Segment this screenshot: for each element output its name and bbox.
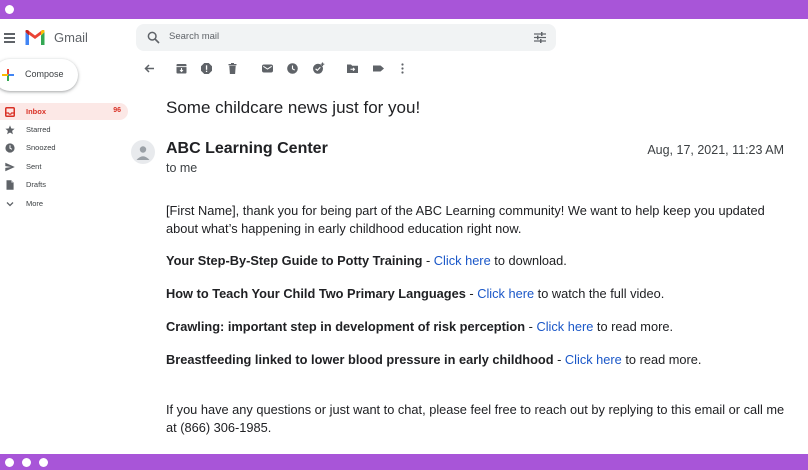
mark-unread-icon[interactable] — [261, 62, 274, 75]
window-dot — [22, 458, 31, 467]
item-suffix: to watch the full video. — [534, 286, 665, 301]
compose-label: Compose — [25, 69, 64, 79]
window-dot — [5, 5, 14, 14]
item-title: Breastfeeding linked to lower blood pressure in early childhood — [166, 352, 554, 367]
sidebar-item-starred[interactable] — [0, 121, 128, 138]
recipient-line[interactable]: to me — [166, 161, 198, 175]
sidebar-item-label: Starred — [26, 125, 51, 134]
inbox-icon — [5, 107, 15, 117]
email-closing: If you have any questions or just want to chat, please feel free to reach out by replying to this email or call me at (866) 306-1985. — [166, 402, 785, 435]
draft-icon — [5, 180, 15, 190]
item-separator: - — [465, 286, 478, 301]
click-here-link[interactable]: Click here — [564, 352, 622, 367]
item-suffix: to read more. — [621, 352, 702, 367]
person-icon — [131, 140, 155, 164]
click-here-link[interactable]: Click here — [477, 286, 535, 301]
item-separator: - — [525, 319, 537, 334]
more-vert-icon[interactable] — [396, 62, 409, 75]
plus-icon — [2, 69, 14, 81]
star-icon — [5, 125, 15, 135]
sidebar-item-label: Drafts — [26, 180, 47, 189]
sidebar-item-label: Snoozed — [26, 143, 56, 152]
sidebar-item-drafts[interactable] — [0, 176, 128, 193]
unread-count: 96 — [113, 107, 121, 114]
search-bar[interactable] — [136, 24, 556, 51]
search-input[interactable]: Search mail — [169, 31, 220, 42]
item-title: Crawling: important step in development of risk perception — [166, 319, 526, 334]
chevron-down-icon — [5, 199, 15, 209]
search-options-icon[interactable] — [534, 32, 546, 43]
report-spam-icon[interactable] — [200, 62, 213, 75]
sidebar-item-label: More — [26, 199, 44, 208]
email-item — [166, 252, 796, 270]
search-icon[interactable] — [147, 31, 160, 44]
delete-icon[interactable] — [226, 62, 239, 75]
item-separator: - — [553, 352, 565, 367]
main-menu-icon[interactable] — [4, 33, 15, 42]
sidebar-item-label: Inbox — [26, 107, 46, 116]
window-dot — [5, 458, 14, 467]
window-dot — [39, 458, 48, 467]
email-item — [166, 351, 796, 369]
back-arrow-icon[interactable] — [143, 62, 156, 75]
avatar[interactable] — [131, 140, 155, 164]
add-task-icon[interactable] — [312, 62, 325, 75]
sidebar-item-label: Sent — [26, 162, 42, 171]
sidebar-item-inbox[interactable] — [0, 103, 128, 120]
send-icon — [5, 162, 15, 172]
sidebar-item-sent[interactable] — [0, 158, 128, 175]
gmail-logo-icon[interactable] — [24, 29, 46, 46]
item-suffix: to download. — [490, 253, 567, 268]
email-subject: Some childcare news just for you! — [166, 98, 421, 117]
item-suffix: to read more. — [593, 319, 674, 334]
window-bottom-bar — [0, 454, 808, 470]
message-date: Aug, 17, 2021, 11:23 AM — [647, 143, 784, 157]
email-item — [166, 318, 796, 336]
sidebar-item-more[interactable] — [0, 195, 128, 212]
archive-icon[interactable] — [175, 62, 188, 75]
item-title: Your Step-By-Step Guide to Potty Training — [166, 253, 423, 268]
snooze-icon[interactable] — [286, 62, 299, 75]
window-top-bar — [0, 0, 808, 19]
gmail-app — [0, 19, 808, 454]
move-to-icon[interactable] — [346, 62, 359, 75]
click-here-link[interactable]: Click here — [536, 319, 594, 334]
sidebar-item-snoozed[interactable] — [0, 139, 128, 156]
compose-button[interactable] — [0, 59, 78, 91]
clock-icon — [5, 143, 15, 153]
sender-name[interactable]: ABC Learning Center — [166, 140, 328, 157]
email-intro: [First Name], thank you for being part of the ABC Learning community! We want to help keep you updated about what’s happening in early childhood education right now. — [166, 203, 765, 236]
item-separator: - — [422, 253, 434, 268]
item-title: How to Teach Your Child Two Primary Languages — [166, 286, 466, 301]
app-name[interactable]: Gmail — [54, 30, 88, 45]
label-icon[interactable] — [372, 62, 385, 75]
email-item — [166, 285, 796, 303]
click-here-link[interactable]: Click here — [433, 253, 491, 268]
